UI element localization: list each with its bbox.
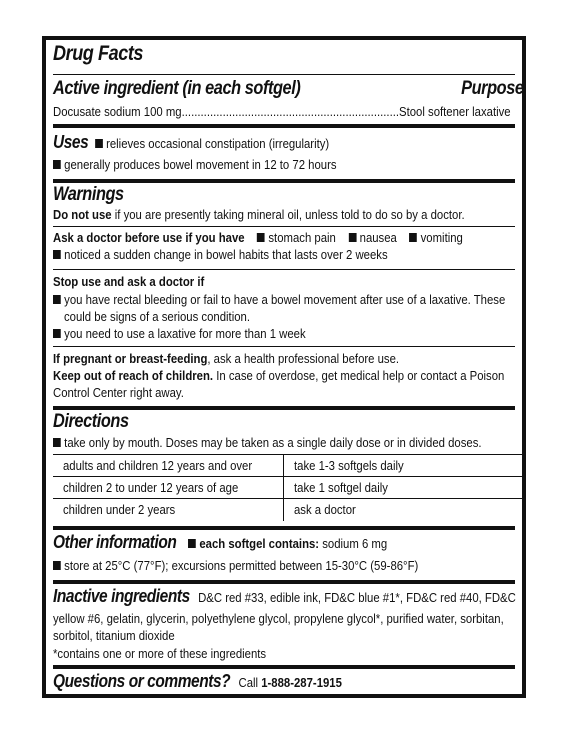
dose-cell: ask a doctor <box>283 499 523 521</box>
divider <box>53 226 515 227</box>
warnings-heading: Warnings <box>53 184 124 205</box>
stop-use-item: you need to use a laxative for more than 1 week <box>64 326 306 341</box>
age-cell: children under 2 years <box>53 499 283 521</box>
divider <box>53 346 515 347</box>
directions-table <box>53 454 523 521</box>
inactive-ingredients-text: sorbitol, titanium dioxide <box>53 628 175 643</box>
bullet-square-icon <box>53 561 61 570</box>
section-divider <box>53 179 515 183</box>
bullet-square-icon <box>53 250 61 259</box>
uses-item: relieves occasional constipation (irregularity) <box>106 136 330 151</box>
ask-doctor-item: nausea <box>359 230 397 245</box>
softgel-contains-label: each softgel contains: <box>199 536 320 551</box>
stop-use-item-continued: could be signs of a serious condition. <box>64 309 250 324</box>
section-divider <box>53 665 515 669</box>
age-cell: adults and children 12 years and over <box>53 455 283 477</box>
bullet-square-icon <box>53 438 61 447</box>
table-row <box>53 499 523 521</box>
table-row <box>53 477 523 499</box>
questions-heading: Questions or comments? <box>53 671 231 691</box>
ask-doctor-item: stomach pain <box>268 230 336 245</box>
bullet-square-icon <box>257 233 265 242</box>
age-cell: children 2 to under 12 years of age <box>53 477 283 499</box>
dose-cell: take 1-3 softgels daily <box>283 455 523 477</box>
bullet-square-icon <box>95 139 103 148</box>
pregnant-text: , ask a health professional before use. <box>207 351 400 366</box>
ask-doctor-item: noticed a sudden change in bowel habits that lasts over 2 weeks <box>64 247 388 262</box>
bullet-square-icon <box>409 233 417 242</box>
bullet-square-icon <box>53 295 61 304</box>
dose-cell: take 1 softgel daily <box>283 477 523 499</box>
keep-out-text-continued: Control Center right away. <box>53 385 184 400</box>
purpose-heading: Purpose <box>461 78 524 99</box>
do-not-use-label: Do not use <box>53 207 112 222</box>
stop-use-item: you have rectal bleeding or fail to have a bowel movement after use of a laxative. These <box>64 292 506 307</box>
bullet-square-icon <box>348 233 356 242</box>
divider <box>53 269 515 270</box>
call-label: Call <box>238 675 259 690</box>
section-divider <box>53 526 515 530</box>
uses-heading: Uses <box>53 132 89 152</box>
pregnant-label: If pregnant or breast-feeding <box>53 351 208 366</box>
softgel-contains-text: sodium 6 mg <box>322 536 388 551</box>
drug-facts-panel <box>42 36 526 698</box>
other-information-heading: Other information <box>53 532 177 552</box>
inactive-ingredients-heading: Inactive ingredients <box>53 586 190 606</box>
uses-item: generally produces bowel movement in 12 to 72 hours <box>64 157 337 172</box>
directions-intro: take only by mouth. Doses may be taken as a single daily dose or in divided doses. <box>64 435 482 450</box>
inactive-ingredients-footnote: *contains one or more of these ingredients <box>53 646 267 661</box>
drug-facts-title-section <box>53 42 515 66</box>
section-divider <box>53 580 515 584</box>
bullet-square-icon <box>53 329 61 338</box>
ask-doctor-label: Ask a doctor before use if you have <box>53 230 245 245</box>
inactive-ingredients-text: yellow #6, gelatin, glycerin, polyethylene glycol, propylene glycol*, purified water, sorbitan, <box>53 611 504 626</box>
ask-doctor-item: vomiting <box>420 230 463 245</box>
directions-heading: Directions <box>53 411 129 432</box>
drug-facts-title: Drug Facts <box>53 42 144 65</box>
dot-leader: ..................................................................... <box>181 104 400 119</box>
keep-out-text: In case of overdose, get medical help or contact a Poison <box>216 368 505 383</box>
section-divider <box>53 124 515 128</box>
active-ingredient-purpose: Stool softener laxative <box>399 104 511 119</box>
bullet-square-icon <box>53 160 61 169</box>
active-ingredient-heading: Active ingredient (in each softgel) <box>53 78 301 99</box>
section-divider <box>53 406 515 410</box>
keep-out-label: Keep out of reach of children. <box>53 368 214 383</box>
phone-number: 1-888-287-1915 <box>261 675 342 690</box>
do-not-use-text: if you are presently taking mineral oil, unless told to do so by a doctor. <box>114 207 465 222</box>
inactive-ingredients-text: D&C red #33, edible ink, FD&C blue #1*, FD&C red #40, FD&C <box>198 590 516 605</box>
active-ingredient-name: Docusate sodium 100 mg <box>53 104 182 119</box>
bullet-square-icon <box>188 539 196 548</box>
storage-text: store at 25°C (77°F); excursions permitted between 15-30°C (59-86°F) <box>64 558 419 573</box>
table-row <box>53 455 523 477</box>
stop-use-label: Stop use and ask a doctor if <box>53 274 205 289</box>
divider <box>53 74 515 75</box>
